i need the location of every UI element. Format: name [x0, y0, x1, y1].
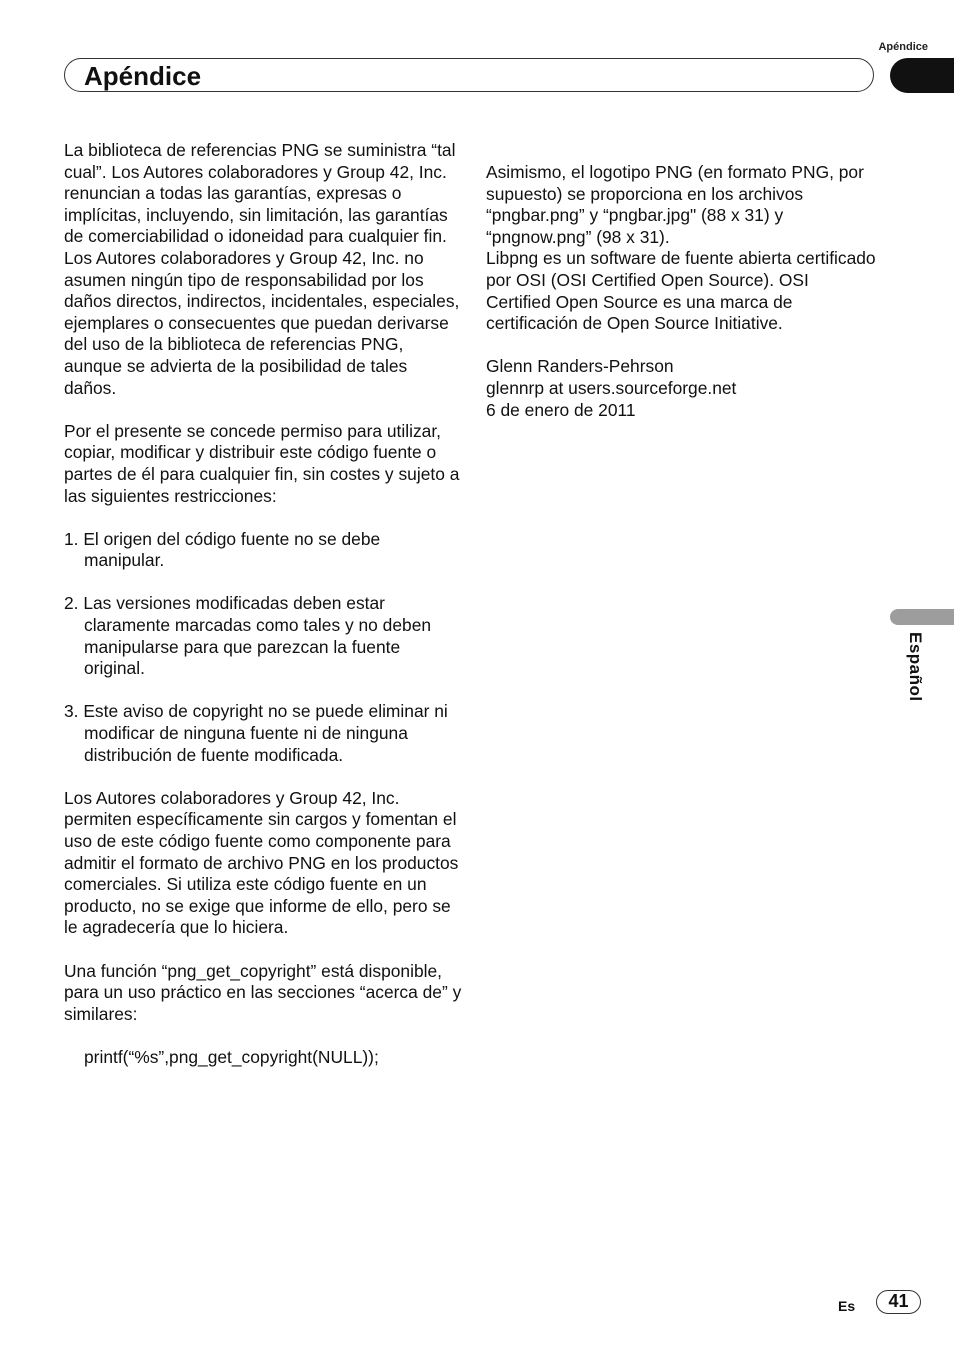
page-title: Apéndice — [84, 61, 202, 91]
osi-paragraph: Libpng es un software de fuente abierta certificado por OSI (OSI Certified Open Source). OSI Certified Open Source es una marca de certificación de Open Source Initiative. — [486, 248, 876, 334]
function-paragraph: Una función “png_get_copyright” está disponible, para un uso práctico en las secciones “acerca de” y similares: — [64, 960, 462, 1024]
section-title-bar — [64, 58, 874, 92]
footer-language-code: Es — [838, 1298, 856, 1314]
code-snippet: printf(“%s”,png_get_copyright(NULL)); — [84, 1046, 379, 1067]
signature-date: 6 de enero de 2011 — [486, 399, 636, 420]
signature-email: glennrp at users.sourceforge.net — [486, 377, 737, 398]
restrictions-list — [64, 529, 464, 767]
list-item: 2. Las versiones modificadas deben estar claramente marcadas como tales y no deben manipularse para que parezcan la fuente original. — [64, 593, 432, 679]
usage-paragraph: Los Autores colaboradores y Group 42, Inc. permiten específicamente sin cargos y fomentan el uso de este código fuente como componente para admitir el formato de archivo PNG en los productos comerciales. Si utiliza este código fuente en un producto, no se exige que informe de ello, pero se le agradecería que lo hiciera. — [64, 787, 459, 938]
list-item: 1. El origen del código fuente no se debe manipular. — [64, 528, 381, 571]
language-tab — [890, 609, 954, 625]
language-label: Español — [906, 632, 925, 702]
right-column — [486, 162, 876, 421]
logo-paragraph: Asimismo, el logotipo PNG (en formato PNG, por supuesto) se proporciona en los archivos “pngbar.png” y “pngbar.jpg" (88 x 31) y “pngnow.png” (98 x 31). — [486, 162, 864, 247]
permission-paragraph: Por el presente se concede permiso para utilizar, copiar, modificar y distribuir este código fuente o partes de él para cualquier fin, sin costes y sujeto a las siguientes restricciones: — [64, 420, 460, 506]
left-column — [64, 140, 464, 1090]
signature-name: Glenn Randers-Pehrson — [486, 356, 674, 377]
page-number: 41 — [876, 1290, 921, 1314]
list-item: 3. Este aviso de copyright no se puede eliminar ni modificar de ninguna fuente ni de ninguna distribución de fuente modificada. — [64, 701, 448, 765]
running-head: Apéndice — [878, 41, 928, 53]
disclaimer-paragraph: La biblioteca de referencias PNG se suministra “tal cual”. Los Autores colaboradores y Group 42, Inc. renuncian a todas las garantías, expresas o implícitas, incluyendo, sin limitación, las garantías de comerciabilidad o idoneidad para cualquier fin. Los Autores colaboradores y Group 42, Inc. no asumen ningún tipo de responsabilidad por los daños directos, indirectos, incidentales, especiales, ejemplares o consecuentes que puedan derivarse del uso de la biblioteca de referencias PNG, aunque se advierta de la posibilidad de tales daños. — [64, 140, 460, 398]
section-tab-marker — [890, 58, 954, 93]
